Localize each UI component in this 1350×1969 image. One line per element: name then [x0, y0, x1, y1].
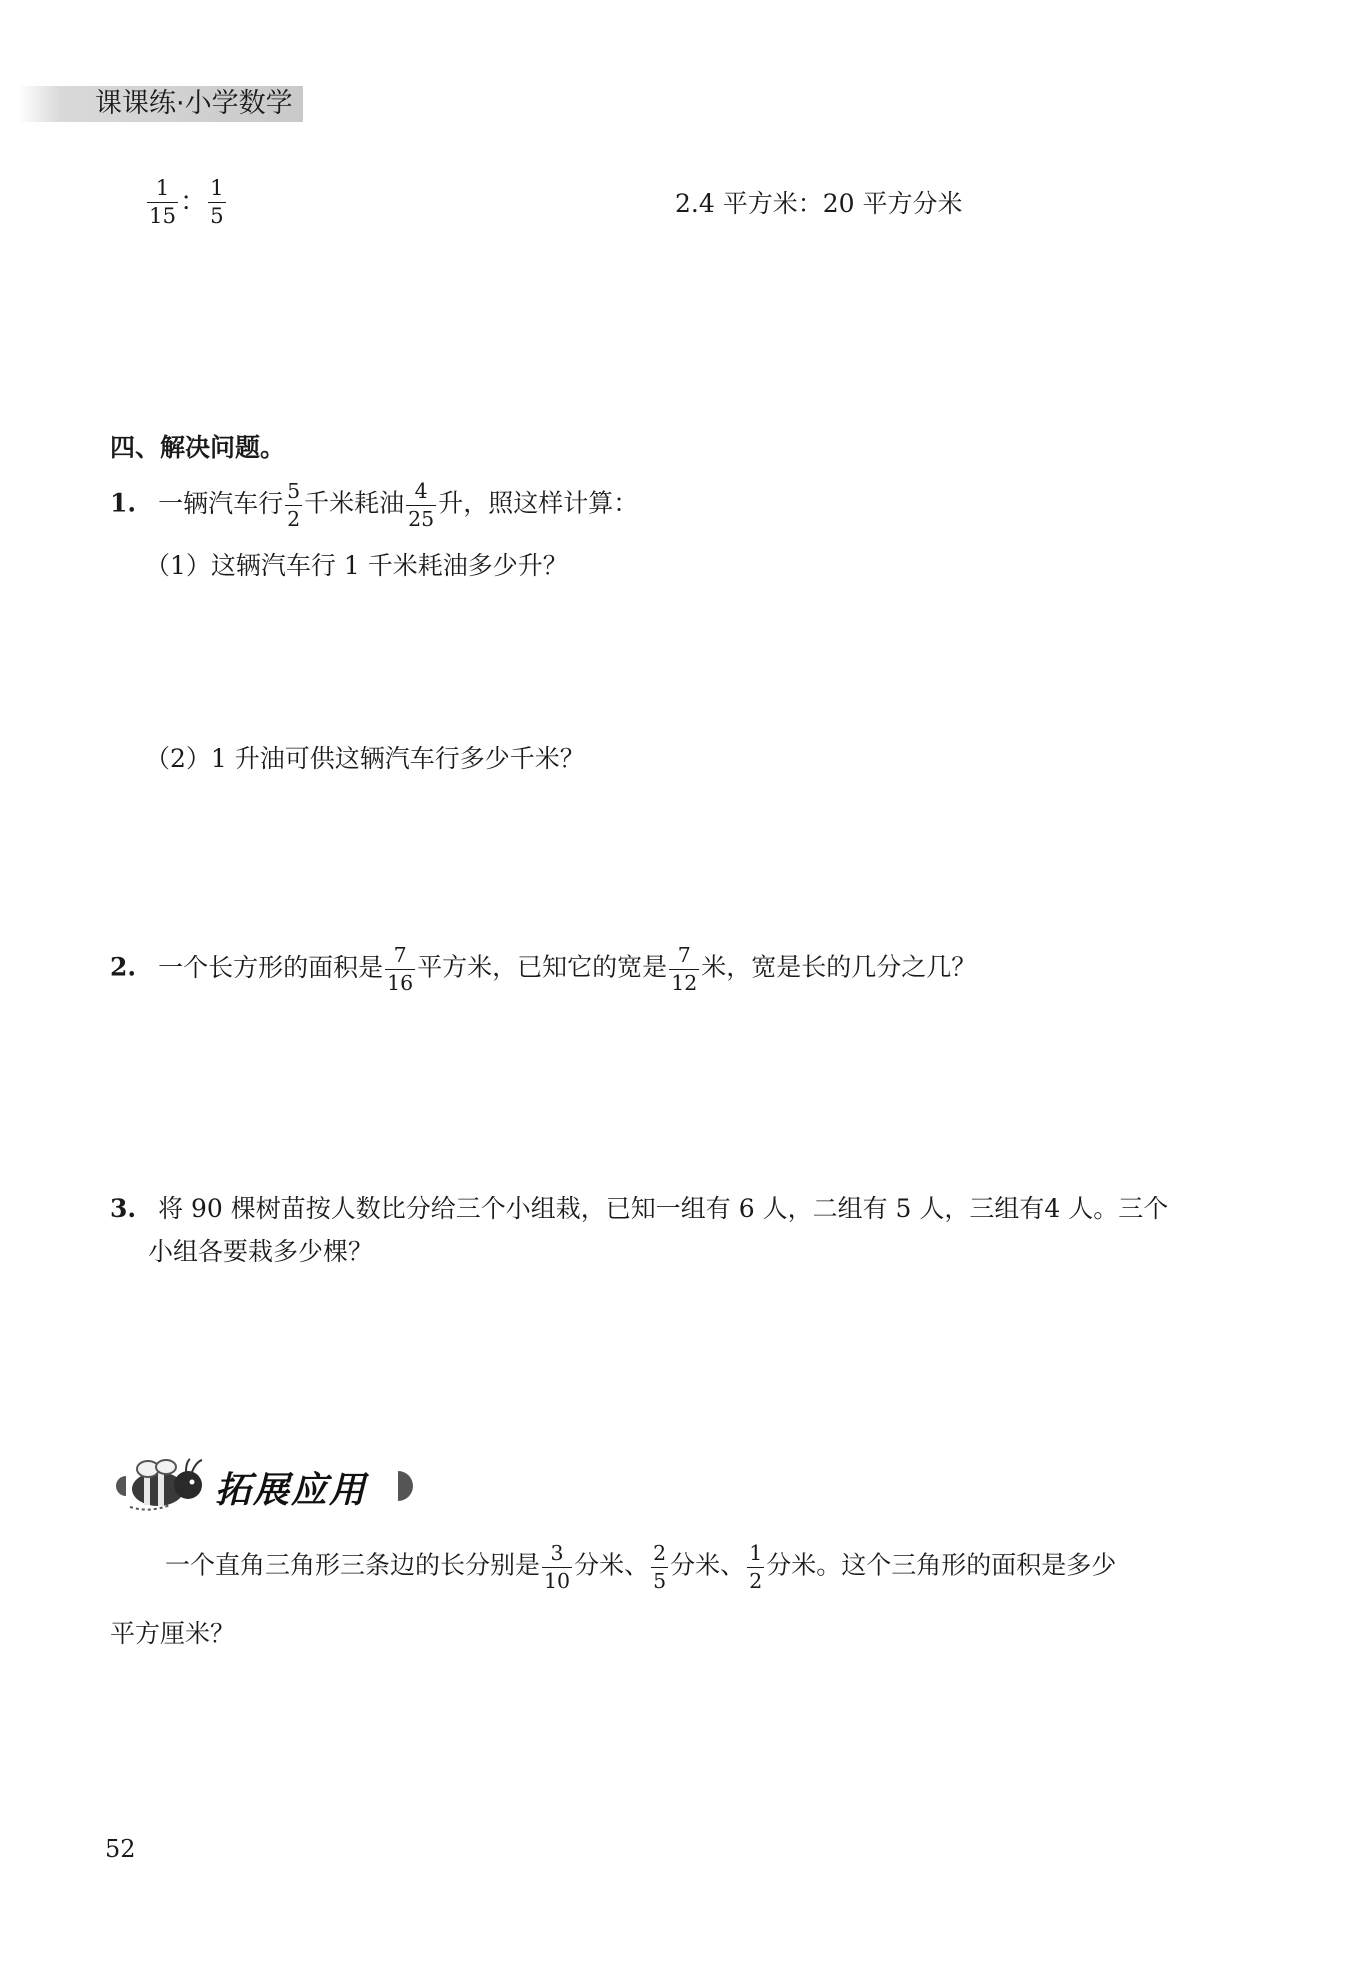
- extension-title: 拓展应用: [215, 1470, 368, 1511]
- question-2: 2. 一个长方形的面积是 $\frac{7}{16}$ 平方米，已知它的宽是 $\frac{7}{12}$ 米，宽是长的几分之几？: [110, 943, 977, 995]
- question-1-sub-2: （2）1 升油可供这辆汽车行多少千米？: [145, 744, 585, 773]
- fraction: $\frac{4}{25}$: [408, 479, 435, 531]
- fraction: $\frac{1}{15}$: [149, 176, 177, 230]
- ratio-separator: ：: [180, 186, 207, 217]
- book-title: 课课练·小学数学: [95, 88, 293, 119]
- question-3: 3. 将 90 棵树苗按人数比分给三个小组栽，已知一组有 6 人，二组有 5 人，三组有4 人。三个: [110, 1194, 1169, 1223]
- question-3-line-2: 小组各要栽多少棵？: [148, 1237, 374, 1266]
- fraction: $\frac{7}{12}$: [671, 943, 698, 995]
- question-1-sub-1: （1）这辆汽车行 1 千米耗油多少升？: [145, 551, 568, 580]
- question-number: 3.: [110, 1194, 137, 1223]
- ratio-item-1: [145, 178, 228, 228]
- extension-question-line-2: 平方厘米？: [110, 1619, 236, 1648]
- fraction: $\frac{7}{16}$: [387, 943, 414, 995]
- fraction: $\frac{2}{5}$: [653, 1541, 667, 1593]
- fraction: $\frac{1}{2}$: [749, 1541, 763, 1593]
- question-number: 2.: [110, 952, 137, 982]
- extension-question: 一个直角三角形三条边的长分别是 $\frac{3}{10}$ 分米、 $\frac{2}{5}$ 分米、 $\frac{1}{2}$ 分米。这个三角形的面积是多少: [165, 1541, 1117, 1593]
- page-number: 52: [105, 1835, 136, 1863]
- section-title: 四、解决问题。: [110, 433, 286, 462]
- ratio-item-2: 2.4 平方米：20 平方分米: [675, 189, 963, 218]
- question-1: 1. 一辆汽车行 $\frac{5}{2}$ 千米耗油 $\frac{4}{25}$ 升，照这样计算：: [110, 479, 639, 531]
- fraction: $\frac{3}{10}$: [544, 1541, 571, 1593]
- fraction: $\frac{5}{2}$: [287, 479, 301, 531]
- question-number: 1.: [110, 488, 137, 518]
- fraction: $\frac{1}{5}$: [210, 176, 224, 230]
